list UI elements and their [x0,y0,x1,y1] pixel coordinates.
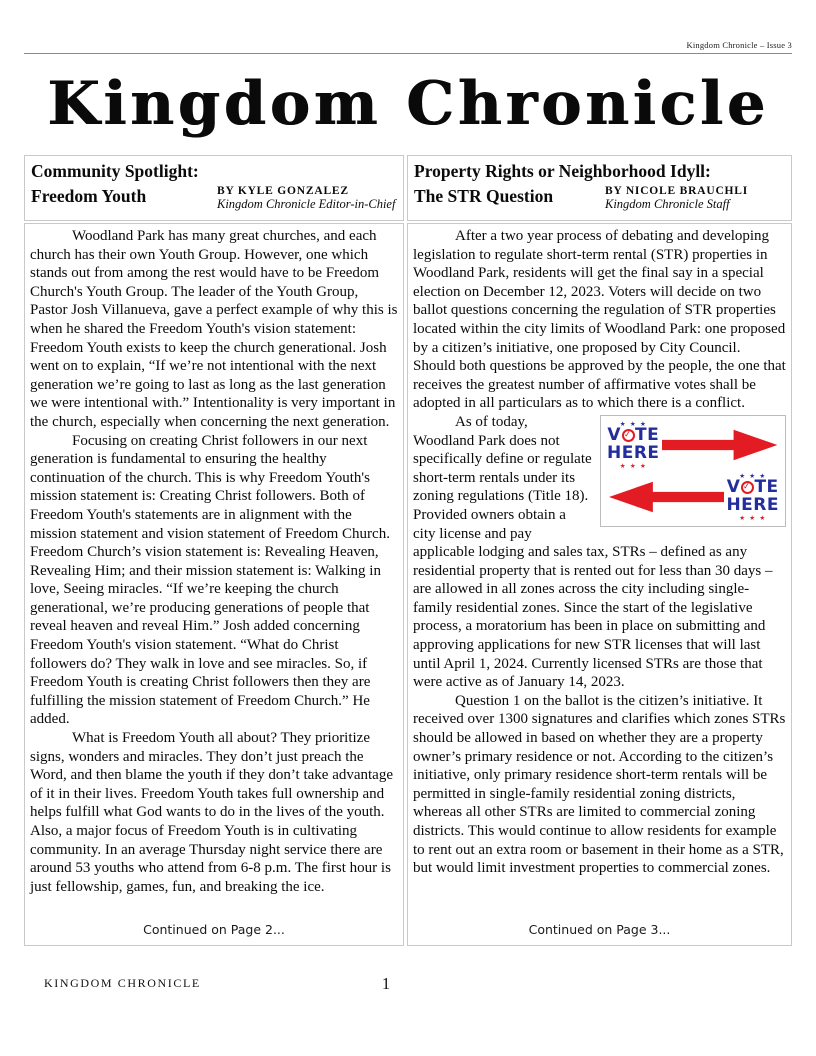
article-header-left [24,155,404,221]
article-columns [24,155,792,946]
paragraph: After a two year process of debating and developing legislation to regulate short-term rental (STR) properties in Woodland Park, residents will get the final say in a special election on December 12, 2023. Voters will decide on two ballot questions concerning the regulation of STR properties located within the city limits of Woodland Park: one proposed by a citizen’s initiative, one proposed by City Council. Should both questions be approved by the people, the one that receives the greatest number of affirmative votes shall be adopted in all particulars as to which there is a conflict. [413,228,786,412]
here-word: HERE [726,494,779,515]
article-body-left [24,223,404,946]
stars-icon: ★ ★ ★ [739,471,767,480]
arrow-right-icon [662,428,777,462]
footer-publication-name: KINGDOM CHRONICLE [44,976,201,990]
article-body-right [407,223,792,946]
vote-here-logo [726,473,779,522]
vote-here-logo [607,421,660,470]
paragraph: Focusing on creating Christ followers in our next generation is fundamental to ensuring the healthy continuation of the church. This is why Freedom Youth's mission statement is: Creating Christ followers. Both of Freedom Youth's statements are in alignment with the mission statement and vision statement of Freedom Church. Freedom Church’s vision statement is: Revealing Heaven, Revealing Him; and their mission statement is: Walking in love, Seeing miracles. “If we’re keeping the church generational, we’re producing generations of people that reveal heaven and reveal Him.” Josh added concerning Freedom Youth's vision statement. “What do Christ followers do? They walk in love and see miracles. So, if Freedom Youth is creating Christ followers then they are fulfilling the mission statement of Freedom Church.” He added. [30,432,390,728]
vote-here-graphic [600,415,786,527]
paragraph: Woodland Park has many great churches, and each church has their own Youth Group. However, one which stands out from among the rest would have to be Freedom Church's Youth Group. The leader of the Youth Group, Pastor Josh Villanueva, gave a perfect example of why this is when he shared the Freedom Youth's vision statement: Freedom Youth exists to keep the church generational. Josh went on to explain, “If we’re not intentional with the next generation we’re going to last as long as the last generation we were intentional with.” Intentionality is very important in the church, especially when concerning the next generation. [30,228,398,430]
article-community-spotlight [24,155,404,946]
article-header-right [407,155,792,221]
paragraph: Question 1 on the ballot is the citizen’s initiative. It received over 1300 signatures and clarifies which zones STRs should be allowed in based on whether they are a property owner’s primary residence or not. According to the citizen’s initiative, only primary residence short-term rentals will be permitted in single-family residential zoning districts, whereas all other STRs are limited to commercial zoning districts. This would continue to allow residents for example to rent out an extra room or basement in their home as a STR, but would limit investment properties to commercial zones. [413,692,786,877]
continued-on-page-2: Continued on Page 2... [143,922,285,937]
stars-icon: ★ ★ ★ [619,461,647,470]
issue-line: Kingdom Chronicle – Issue 3 [686,40,792,50]
paragraph [413,413,786,692]
arrow-left-icon [609,480,724,514]
here-word: HERE [607,442,660,463]
paragraph-text: As of today, Woodland Park does not specifically define or regulate short-term rentals under its zoning regulations (Title 18). Provided owners obtain a city license and pay applicable lodging and sales tax, STRs – defined as any residential property that is rented out for less than 30 days – are allowed in all zones across the city including single-family residential zones. Since the start of the legislative process, a moratorium has been in place on submitting and approving applications for new STR licenses that will last until April 1, 2024. Currently licensed STRs are those that were active as of January 14, 2023. [413,413,773,691]
byline-role: Kingdom Chronicle Staff [605,197,730,212]
article-title-line2: The STR Question [414,186,554,207]
stars-icon: ★ ★ ★ [619,419,647,428]
check-circle-icon: ✓ [622,429,635,442]
vote-row-bottom [607,473,779,522]
vote-row-top [607,421,779,470]
article-title-line2: Freedom Youth [31,186,147,207]
check-circle-icon: ✓ [741,481,754,494]
byline-author: BY KYLE GONZALEZ [217,185,349,198]
page-footer [24,974,792,994]
byline-block [217,184,397,212]
byline-block [605,184,785,212]
article-title-line1: Property Rights or Neighborhood Idyll: [414,161,711,181]
byline-role: Kingdom Chronicle Editor-in-Chief [217,197,396,212]
masthead-title: Kingdom Chronicle [47,69,769,139]
stars-icon: ★ ★ ★ [739,513,767,522]
continued-on-page-3: Continued on Page 3... [528,922,671,937]
vote-word: V ✓ TE [607,425,660,446]
paragraph: What is Freedom Youth all about? They prioritize signs, wonders and miracles. They don’t just preach the Word, and then blame the youth if they don’t take advantage of it in their lives. Freedom Youth takes full ownership and helps fulfill what God wants to do in the lives of the youth. Also, a major focus of Freedom Youth is in cultivating community. In an average Thursday night service there are around 53 youths who attend from 6-8 p.m. The first hour is just fellowship, games, fun, and breaking the ice. [30,730,393,895]
byline-author: BY NICOLE BRAUCHLI [605,185,749,198]
article-title-line1: Community Spotlight: [31,161,199,181]
page-number: 1 [381,974,391,993]
vote-word: V ✓ TE [726,477,779,498]
article-str-question [407,155,792,946]
header-rule [24,53,792,54]
